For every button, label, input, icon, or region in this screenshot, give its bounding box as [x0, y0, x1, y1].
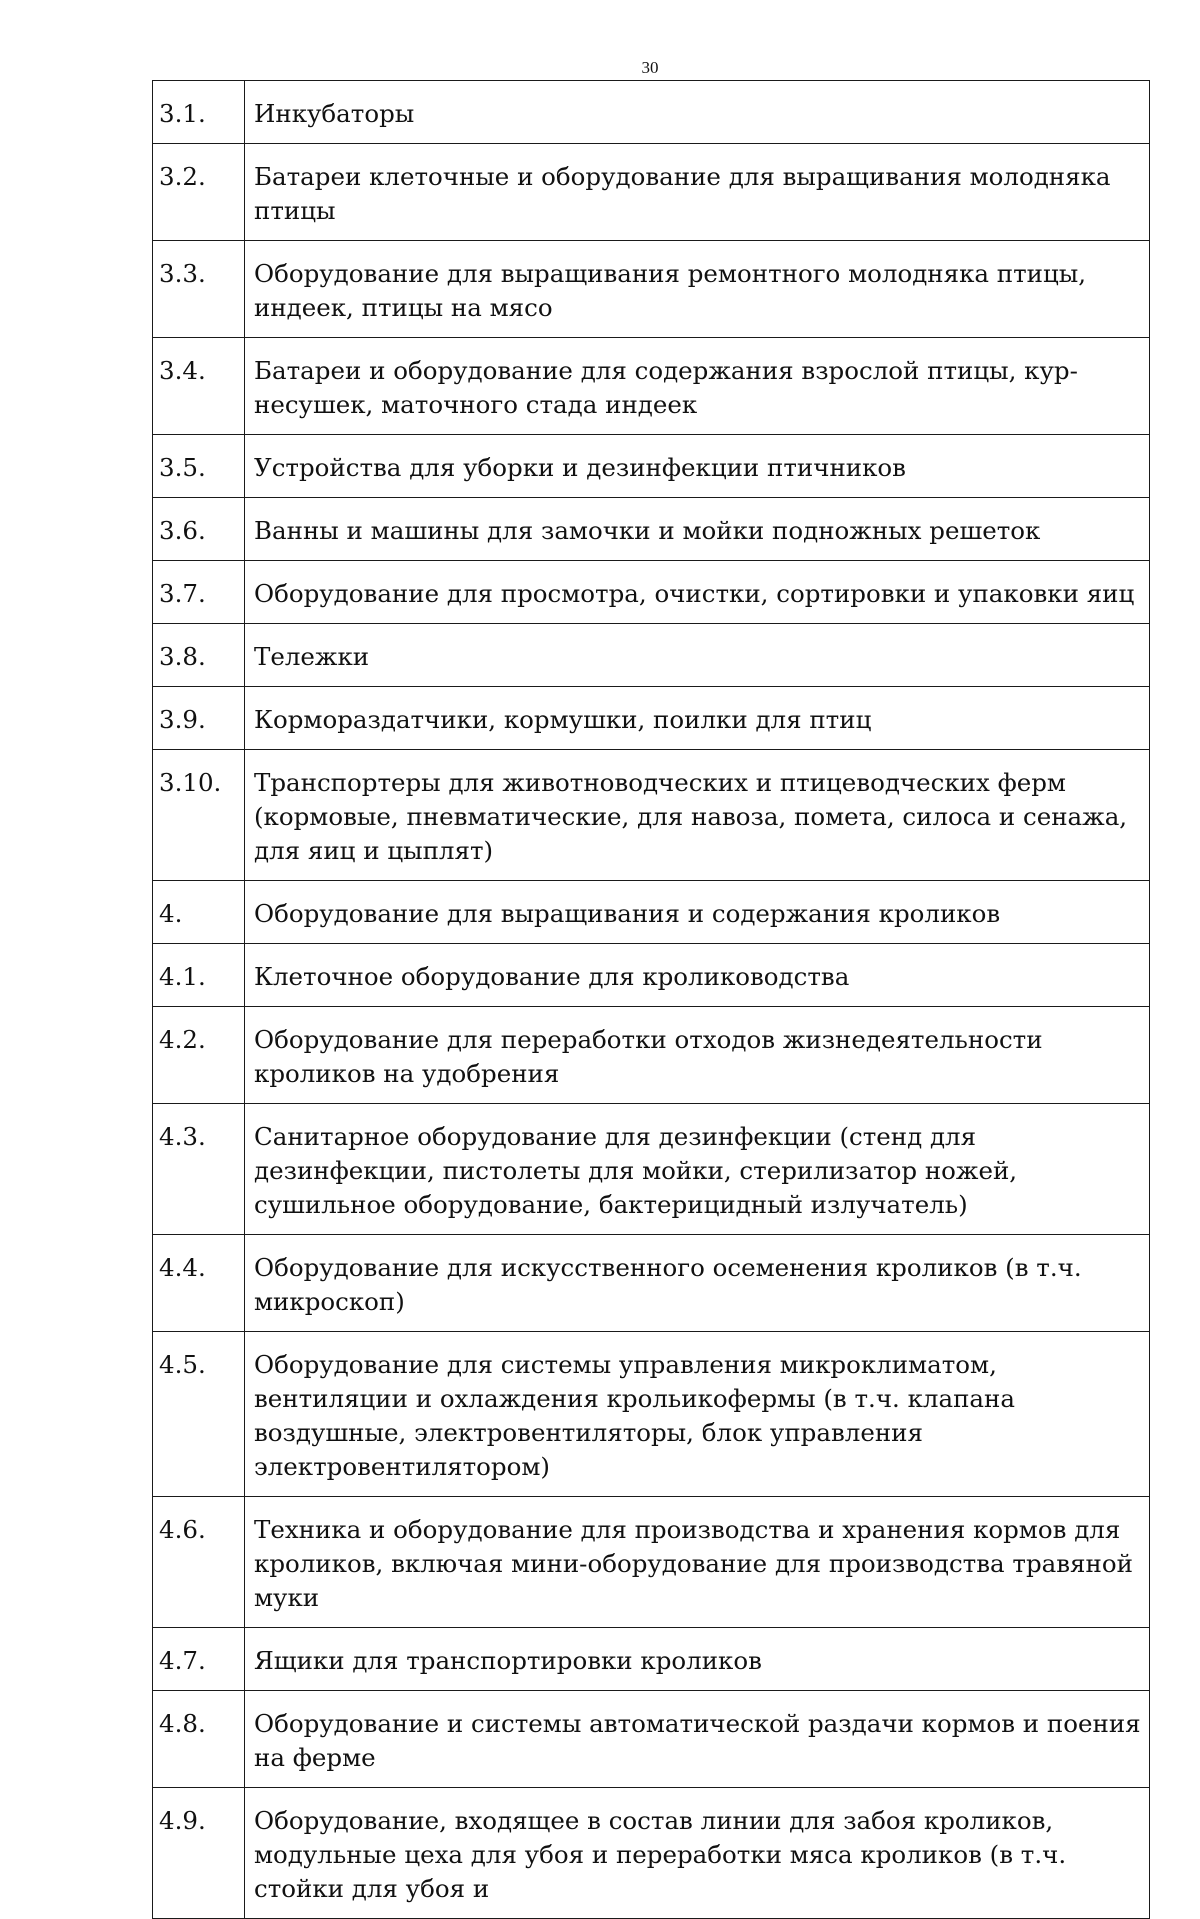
table-row [153, 1235, 1150, 1332]
row-text: Клеточное оборудование для кролиководства [245, 944, 1150, 1007]
row-text: Оборудование для выращивания и содержания кроликов [245, 881, 1150, 944]
table-row [153, 1104, 1150, 1235]
page-number: 30 [641, 58, 659, 77]
row-number: 4.1. [153, 944, 245, 1007]
table-row [153, 1628, 1150, 1691]
row-text: Инкубаторы [245, 81, 1150, 144]
table-row [153, 944, 1150, 1007]
row-number: 4.5. [153, 1332, 245, 1497]
table-row [153, 1497, 1150, 1628]
row-number: 4.3. [153, 1104, 245, 1235]
table-row [153, 1007, 1150, 1104]
row-number: 3.8. [153, 624, 245, 687]
row-text: Техника и оборудование для производства и хранения кормов для кроликов, включая мини-оборудование для производства травяной муки [245, 1497, 1150, 1628]
row-number: 3.4. [153, 338, 245, 435]
row-number: 3.10. [153, 750, 245, 881]
table-row [153, 687, 1150, 750]
row-number: 4.6. [153, 1497, 245, 1628]
row-number: 4.2. [153, 1007, 245, 1104]
row-number: 4.7. [153, 1628, 245, 1691]
row-text: Оборудование для системы управления микроклиматом, вентиляции и охлаждения крольикофермы (в т.ч. клапана воздушные, электровентиляторы, блок управления электровентилятором) [245, 1332, 1150, 1497]
row-text: Кормораздатчики, кормушки, поилки для птиц [245, 687, 1150, 750]
row-number: 3.6. [153, 498, 245, 561]
row-number: 3.5. [153, 435, 245, 498]
row-text: Оборудование для выращивания ремонтного молодняка птицы, индеек, птицы на мясо [245, 241, 1150, 338]
row-number: 4. [153, 881, 245, 944]
row-text: Тележки [245, 624, 1150, 687]
row-text: Устройства для уборки и дезинфекции птичников [245, 435, 1150, 498]
row-number: 3.1. [153, 81, 245, 144]
table-row [153, 561, 1150, 624]
row-number: 3.7. [153, 561, 245, 624]
row-number: 3.9. [153, 687, 245, 750]
table-row [153, 624, 1150, 687]
row-text: Оборудование, входящее в состав линии для забоя кроликов, модульные цеха для убоя и переработки мяса кроликов (в т.ч. стойки для убоя и [245, 1788, 1150, 1919]
table-row [153, 338, 1150, 435]
table-row [153, 241, 1150, 338]
table-row [153, 1332, 1150, 1497]
row-text: Ванны и машины для замочки и мойки подножных решеток [245, 498, 1150, 561]
row-text: Санитарное оборудование для дезинфекции (стенд для дезинфекции, пистолеты для мойки, стерилизатор ножей, сушильное оборудование, бактерицидный излучатель) [245, 1104, 1150, 1235]
row-text: Оборудование для переработки отходов жизнедеятельности кроликов на удобрения [245, 1007, 1150, 1104]
table-row [153, 1788, 1150, 1919]
table-row [153, 498, 1150, 561]
row-text: Оборудование для искусственного осеменения кроликов (в т.ч. микроскоп) [245, 1235, 1150, 1332]
row-text: Батареи и оборудование для содержания взрослой птицы, кур-несушек, маточного стада индеек [245, 338, 1150, 435]
row-text: Батареи клеточные и оборудование для выращивания молодняка птицы [245, 144, 1150, 241]
row-number: 4.9. [153, 1788, 245, 1919]
row-text: Оборудование и системы автоматической раздачи кормов и поения на ферме [245, 1691, 1150, 1788]
table-row [153, 750, 1150, 881]
row-text: Оборудование для просмотра, очистки, сортировки и упаковки яиц [245, 561, 1150, 624]
table-row [153, 435, 1150, 498]
row-number: 3.3. [153, 241, 245, 338]
row-number: 4.8. [153, 1691, 245, 1788]
row-number: 3.2. [153, 144, 245, 241]
equipment-table [152, 80, 1150, 1919]
equipment-table-body [153, 81, 1150, 1919]
row-text: Ящики для транспортировки кроликов [245, 1628, 1150, 1691]
row-number: 4.4. [153, 1235, 245, 1332]
table-row [153, 1691, 1150, 1788]
table-row [153, 144, 1150, 241]
table-row [153, 881, 1150, 944]
table-row [153, 81, 1150, 144]
row-text: Транспортеры для животноводческих и птицеводческих ферм (кормовые, пневматические, для навоза, помета, силоса и сенажа, для яиц и цыплят) [245, 750, 1150, 881]
